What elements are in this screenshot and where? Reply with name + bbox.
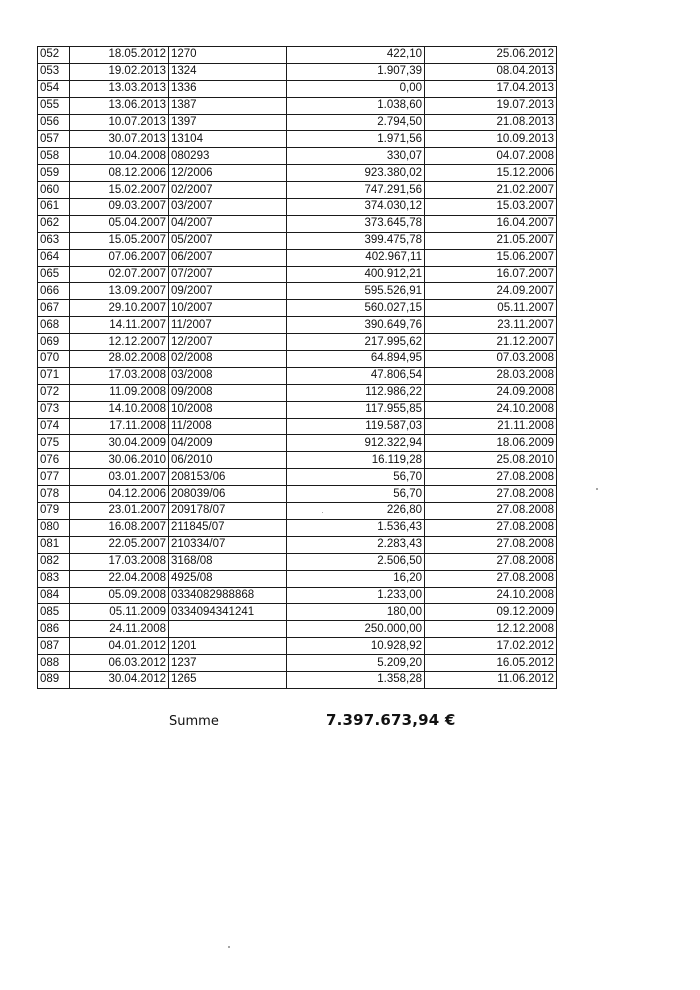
due-date-cell: 27.08.2008 xyxy=(425,553,557,570)
reference-cell: 1336 xyxy=(169,80,287,97)
reference-cell: 0334082988868 xyxy=(169,587,287,604)
invoice-date-cell: 17.11.2008 xyxy=(70,418,169,435)
reference-cell: 03/2008 xyxy=(169,367,287,384)
reference-cell: 208039/06 xyxy=(169,486,287,503)
due-date-cell: 07.03.2008 xyxy=(425,351,557,368)
due-date-cell: 16.05.2012 xyxy=(425,655,557,672)
row-number-cell: 070 xyxy=(38,351,70,368)
amount-cell: 747.291,56 xyxy=(287,182,425,199)
table-row xyxy=(38,283,557,300)
invoice-date-cell: 06.03.2012 xyxy=(70,655,169,672)
amount-cell: 923.380,02 xyxy=(287,165,425,182)
row-number-cell: 082 xyxy=(38,553,70,570)
due-date-cell: 24.10.2008 xyxy=(425,587,557,604)
amount-cell: 912.322,94 xyxy=(287,435,425,452)
row-number-cell: 053 xyxy=(38,63,70,80)
scan-speck xyxy=(228,946,230,948)
table-row xyxy=(38,131,557,148)
invoice-date-cell: 30.06.2010 xyxy=(70,452,169,469)
invoice-date-cell: 14.10.2008 xyxy=(70,401,169,418)
table-row xyxy=(38,351,557,368)
amount-cell: 374.030,12 xyxy=(287,199,425,216)
reference-cell xyxy=(169,621,287,638)
invoice-date-cell: 07.06.2007 xyxy=(70,249,169,266)
due-date-cell: 27.08.2008 xyxy=(425,570,557,587)
row-number-cell: 054 xyxy=(38,80,70,97)
sum-label: Summe xyxy=(169,714,219,729)
row-number-cell: 073 xyxy=(38,401,70,418)
due-date-cell: 23.11.2007 xyxy=(425,317,557,334)
amount-cell: 217.995,62 xyxy=(287,334,425,351)
reference-cell: 4925/08 xyxy=(169,570,287,587)
row-number-cell: 064 xyxy=(38,249,70,266)
table-row xyxy=(38,266,557,283)
due-date-cell: 05.11.2007 xyxy=(425,300,557,317)
due-date-cell: 21.12.2007 xyxy=(425,334,557,351)
row-number-cell: 063 xyxy=(38,232,70,249)
reference-cell: 02/2007 xyxy=(169,182,287,199)
due-date-cell: 24.10.2008 xyxy=(425,401,557,418)
row-number-cell: 089 xyxy=(38,671,70,688)
amount-cell: 1.536,43 xyxy=(287,519,425,536)
amount-cell: 56,70 xyxy=(287,469,425,486)
reference-cell: 1397 xyxy=(169,114,287,131)
reference-cell: 11/2007 xyxy=(169,317,287,334)
invoice-ledger xyxy=(37,46,557,689)
row-number-cell: 077 xyxy=(38,469,70,486)
invoice-date-cell: 10.07.2013 xyxy=(70,114,169,131)
row-number-cell: 072 xyxy=(38,384,70,401)
row-number-cell: 065 xyxy=(38,266,70,283)
row-number-cell: 068 xyxy=(38,317,70,334)
amount-cell: 119.587,03 xyxy=(287,418,425,435)
amount-cell: 402.967,11 xyxy=(287,249,425,266)
reference-cell: 04/2009 xyxy=(169,435,287,452)
reference-cell: 06/2007 xyxy=(169,249,287,266)
amount-cell: 330,07 xyxy=(287,148,425,165)
invoice-date-cell: 02.07.2007 xyxy=(70,266,169,283)
reference-cell: 10/2008 xyxy=(169,401,287,418)
row-number-cell: 059 xyxy=(38,165,70,182)
amount-cell: 5.209,20 xyxy=(287,655,425,672)
row-number-cell: 056 xyxy=(38,114,70,131)
table-row xyxy=(38,148,557,165)
table-row xyxy=(38,401,557,418)
due-date-cell: 11.06.2012 xyxy=(425,671,557,688)
row-number-cell: 066 xyxy=(38,283,70,300)
reference-cell: 209178/07 xyxy=(169,503,287,520)
table-row xyxy=(38,503,557,520)
invoice-date-cell: 13.09.2007 xyxy=(70,283,169,300)
reference-cell: 1387 xyxy=(169,97,287,114)
row-number-cell: 069 xyxy=(38,334,70,351)
invoice-date-cell: 30.04.2009 xyxy=(70,435,169,452)
due-date-cell: 28.03.2008 xyxy=(425,367,557,384)
table-row xyxy=(38,215,557,232)
due-date-cell: 27.08.2008 xyxy=(425,519,557,536)
reference-cell: 080293 xyxy=(169,148,287,165)
invoice-date-cell: 19.02.2013 xyxy=(70,63,169,80)
amount-cell: 112.986,22 xyxy=(287,384,425,401)
invoice-date-cell: 10.04.2008 xyxy=(70,148,169,165)
table-row xyxy=(38,199,557,216)
amount-cell: 400.912,21 xyxy=(287,266,425,283)
row-number-cell: 058 xyxy=(38,148,70,165)
reference-cell: 12/2006 xyxy=(169,165,287,182)
invoice-date-cell: 03.01.2007 xyxy=(70,469,169,486)
invoice-date-cell: 22.04.2008 xyxy=(70,570,169,587)
table-row xyxy=(38,249,557,266)
scan-speck xyxy=(322,512,323,513)
invoice-date-cell: 15.05.2007 xyxy=(70,232,169,249)
reference-cell: 1270 xyxy=(169,47,287,64)
amount-cell: 250.000,00 xyxy=(287,621,425,638)
amount-cell: 422,10 xyxy=(287,47,425,64)
reference-cell: 13104 xyxy=(169,131,287,148)
row-number-cell: 078 xyxy=(38,486,70,503)
due-date-cell: 27.08.2008 xyxy=(425,486,557,503)
table-row xyxy=(38,587,557,604)
due-date-cell: 15.12.2006 xyxy=(425,165,557,182)
row-number-cell: 084 xyxy=(38,587,70,604)
due-date-cell: 12.12.2008 xyxy=(425,621,557,638)
due-date-cell: 17.02.2012 xyxy=(425,638,557,655)
reference-cell: 208153/06 xyxy=(169,469,287,486)
amount-cell: 1.358,28 xyxy=(287,671,425,688)
reference-cell: 04/2007 xyxy=(169,215,287,232)
due-date-cell: 21.02.2007 xyxy=(425,182,557,199)
table-row xyxy=(38,536,557,553)
table-row xyxy=(38,655,557,672)
table-row xyxy=(38,334,557,351)
row-number-cell: 076 xyxy=(38,452,70,469)
amount-cell: 1.907,39 xyxy=(287,63,425,80)
due-date-cell: 19.07.2013 xyxy=(425,97,557,114)
due-date-cell: 04.07.2008 xyxy=(425,148,557,165)
reference-cell: 1265 xyxy=(169,671,287,688)
invoice-date-cell: 29.10.2007 xyxy=(70,300,169,317)
due-date-cell: 15.03.2007 xyxy=(425,199,557,216)
invoice-date-cell: 04.12.2006 xyxy=(70,486,169,503)
invoice-date-cell: 09.03.2007 xyxy=(70,199,169,216)
invoice-date-cell: 08.12.2006 xyxy=(70,165,169,182)
row-number-cell: 085 xyxy=(38,604,70,621)
reference-cell: 11/2008 xyxy=(169,418,287,435)
row-number-cell: 079 xyxy=(38,503,70,520)
due-date-cell: 24.09.2008 xyxy=(425,384,557,401)
invoice-date-cell: 11.09.2008 xyxy=(70,384,169,401)
row-number-cell: 060 xyxy=(38,182,70,199)
table-row xyxy=(38,165,557,182)
row-number-cell: 081 xyxy=(38,536,70,553)
table-row xyxy=(38,452,557,469)
table-row xyxy=(38,384,557,401)
reference-cell: 05/2007 xyxy=(169,232,287,249)
table-row xyxy=(38,638,557,655)
due-date-cell: 15.06.2007 xyxy=(425,249,557,266)
row-number-cell: 062 xyxy=(38,215,70,232)
reference-cell: 211845/07 xyxy=(169,519,287,536)
row-number-cell: 075 xyxy=(38,435,70,452)
amount-cell: 16.119,28 xyxy=(287,452,425,469)
reference-cell: 3168/08 xyxy=(169,553,287,570)
row-number-cell: 086 xyxy=(38,621,70,638)
amount-cell: 0,00 xyxy=(287,80,425,97)
amount-cell: 399.475,78 xyxy=(287,232,425,249)
table-row xyxy=(38,47,557,64)
invoice-date-cell: 13.03.2013 xyxy=(70,80,169,97)
amount-cell: 47.806,54 xyxy=(287,367,425,384)
table-row xyxy=(38,63,557,80)
reference-cell: 1201 xyxy=(169,638,287,655)
invoice-date-cell: 18.05.2012 xyxy=(70,47,169,64)
reference-cell: 12/2007 xyxy=(169,334,287,351)
invoice-date-cell: 17.03.2008 xyxy=(70,553,169,570)
amount-cell: 390.649,76 xyxy=(287,317,425,334)
amount-cell: 1.038,60 xyxy=(287,97,425,114)
reference-cell: 10/2007 xyxy=(169,300,287,317)
invoice-date-cell: 13.06.2013 xyxy=(70,97,169,114)
table-row xyxy=(38,469,557,486)
invoice-date-cell: 05.04.2007 xyxy=(70,215,169,232)
table-row xyxy=(38,300,557,317)
invoice-date-cell: 04.01.2012 xyxy=(70,638,169,655)
amount-cell: 1.233,00 xyxy=(287,587,425,604)
table-row xyxy=(38,671,557,688)
due-date-cell: 24.09.2007 xyxy=(425,283,557,300)
table-row xyxy=(38,367,557,384)
row-number-cell: 088 xyxy=(38,655,70,672)
invoice-date-cell: 28.02.2008 xyxy=(70,351,169,368)
amount-cell: 16,20 xyxy=(287,570,425,587)
due-date-cell: 27.08.2008 xyxy=(425,469,557,486)
amount-cell: 64.894,95 xyxy=(287,351,425,368)
amount-cell: 2.283,43 xyxy=(287,536,425,553)
table-row xyxy=(38,418,557,435)
table-row xyxy=(38,182,557,199)
table-row xyxy=(38,435,557,452)
row-number-cell: 080 xyxy=(38,519,70,536)
amount-cell: 117.955,85 xyxy=(287,401,425,418)
due-date-cell: 16.04.2007 xyxy=(425,215,557,232)
row-number-cell: 071 xyxy=(38,367,70,384)
amount-cell: 595.526,91 xyxy=(287,283,425,300)
due-date-cell: 08.04.2013 xyxy=(425,63,557,80)
invoice-date-cell: 05.11.2009 xyxy=(70,604,169,621)
invoice-date-cell: 05.09.2008 xyxy=(70,587,169,604)
table-row xyxy=(38,80,557,97)
table-row xyxy=(38,621,557,638)
row-number-cell: 052 xyxy=(38,47,70,64)
invoice-date-cell: 15.02.2007 xyxy=(70,182,169,199)
amount-cell: 2.506,50 xyxy=(287,553,425,570)
row-number-cell: 061 xyxy=(38,199,70,216)
invoice-date-cell: 16.08.2007 xyxy=(70,519,169,536)
invoice-date-cell: 22.05.2007 xyxy=(70,536,169,553)
amount-cell: 1.971,56 xyxy=(287,131,425,148)
invoice-date-cell: 24.11.2008 xyxy=(70,621,169,638)
amount-cell: 373.645,78 xyxy=(287,215,425,232)
due-date-cell: 27.08.2008 xyxy=(425,503,557,520)
due-date-cell: 18.06.2009 xyxy=(425,435,557,452)
invoice-date-cell: 12.12.2007 xyxy=(70,334,169,351)
reference-cell: 0334094341241 xyxy=(169,604,287,621)
row-number-cell: 067 xyxy=(38,300,70,317)
due-date-cell: 09.12.2009 xyxy=(425,604,557,621)
amount-cell: 180,00 xyxy=(287,604,425,621)
due-date-cell: 17.04.2013 xyxy=(425,80,557,97)
invoice-date-cell: 30.07.2013 xyxy=(70,131,169,148)
due-date-cell: 21.05.2007 xyxy=(425,232,557,249)
row-number-cell: 055 xyxy=(38,97,70,114)
table-row xyxy=(38,519,557,536)
reference-cell: 06/2010 xyxy=(169,452,287,469)
due-date-cell: 16.07.2007 xyxy=(425,266,557,283)
scan-speck xyxy=(596,488,598,490)
table-row xyxy=(38,114,557,131)
ledger-body xyxy=(38,47,557,689)
due-date-cell: 21.08.2013 xyxy=(425,114,557,131)
table-row xyxy=(38,486,557,503)
reference-cell: 02/2008 xyxy=(169,351,287,368)
reference-cell: 1324 xyxy=(169,63,287,80)
table-row xyxy=(38,553,557,570)
table-row xyxy=(38,97,557,114)
table-row xyxy=(38,317,557,334)
reference-cell: 03/2007 xyxy=(169,199,287,216)
table-row xyxy=(38,232,557,249)
invoice-date-cell: 23.01.2007 xyxy=(70,503,169,520)
sum-value: 7.397.673,94 € xyxy=(326,711,456,729)
due-date-cell: 25.08.2010 xyxy=(425,452,557,469)
reference-cell: 210334/07 xyxy=(169,536,287,553)
reference-cell: 1237 xyxy=(169,655,287,672)
reference-cell: 09/2008 xyxy=(169,384,287,401)
amount-cell: 56,70 xyxy=(287,486,425,503)
row-number-cell: 074 xyxy=(38,418,70,435)
amount-cell: 560.027,15 xyxy=(287,300,425,317)
amount-cell: 10.928,92 xyxy=(287,638,425,655)
due-date-cell: 10.09.2013 xyxy=(425,131,557,148)
invoice-date-cell: 30.04.2012 xyxy=(70,671,169,688)
ledger-table xyxy=(37,46,557,689)
amount-cell: 2.794,50 xyxy=(287,114,425,131)
table-row xyxy=(38,570,557,587)
row-number-cell: 087 xyxy=(38,638,70,655)
row-number-cell: 083 xyxy=(38,570,70,587)
due-date-cell: 21.11.2008 xyxy=(425,418,557,435)
due-date-cell: 27.08.2008 xyxy=(425,536,557,553)
reference-cell: 07/2007 xyxy=(169,266,287,283)
invoice-date-cell: 14.11.2007 xyxy=(70,317,169,334)
reference-cell: 09/2007 xyxy=(169,283,287,300)
table-row xyxy=(38,604,557,621)
amount-cell: 226,80 xyxy=(287,503,425,520)
row-number-cell: 057 xyxy=(38,131,70,148)
invoice-date-cell: 17.03.2008 xyxy=(70,367,169,384)
due-date-cell: 25.06.2012 xyxy=(425,47,557,64)
